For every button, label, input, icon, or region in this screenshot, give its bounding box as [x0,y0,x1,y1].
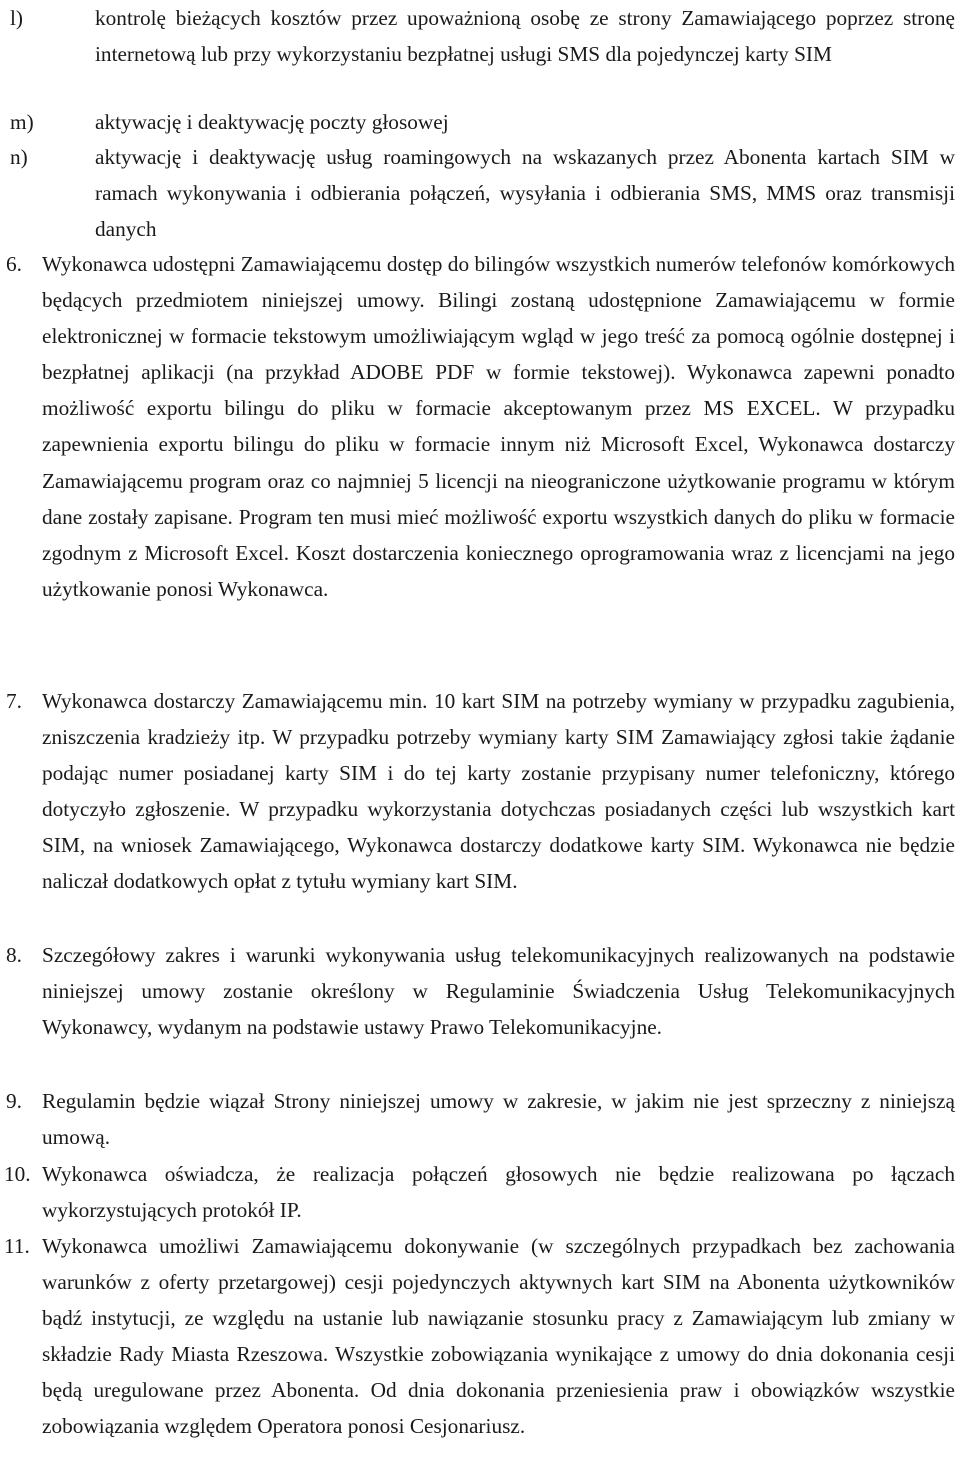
list-item-text: kontrolę bieżących kosztów przez upoważnioną osobę ze strony Zamawiającego poprzez stronę internetową lub przy wykorzystaniu bezpłatnej usługi SMS dla pojedynczej karty SIM [95,6,955,67]
list-item-text: Wykonawca umożliwi Zamawiającemu dokonywanie (w szczególnych przypadkach bez zachowania warunków z oferty przetargowej) cesji pojedynczych aktywnych kart SIM na Abonenta użytkowników bądź instytucji, ze względu na ustanie lub nawiązanie stosunku pracy z Zamawiającym lub zmiany w składzie Rady Miasta Rzeszowa. Wszystkie zobowiązania wynikające z umowy do dnia dokonania cesji będą uregulowane przez Abonenta. Od dnia dokonania przeniesienia praw i obowiązków wszystkie zobowiązania względem Operatora ponosi Cesjonariusz. [42,1234,955,1439]
list-marker: m) [10,110,34,134]
list-item-text: aktywację i deaktywację usług roamingowych na wskazanych przez Abonenta kartach SIM w ramach wykonywania i odbierania połączeń, wysyłania i odbierania SMS, MMS oraz transmisji danych [95,145,955,242]
list-marker: n) [10,145,28,169]
list-item-text: Wykonawca dostarczy Zamawiającemu min. 10 kart SIM na potrzeby wymiany w przypadku zagubienia, zniszczenia kradzieży itp. W przypadku potrzeby wymiany karty SIM Zamawiający zgłosi takie żądanie podając numer posiadanej karty SIM i do tej karty zostanie przypisany numer telefoniczny, którego dotyczyło zgłoszenie. W przypadku wykorzystania dotychczas posiadanych części lub wszystkich kart SIM, na wniosek Zamawiającego, Wykonawca dostarczy dodatkowe karty SIM. Wykonawca nie będzie naliczał dodatkowych opłat z tytułu wymiany kart SIM. [42,689,955,894]
list-marker: 7. [6,689,22,713]
list-item-text: Szczegółowy zakres i warunki wykonywania usług telekomunikacyjnych realizowanych na podstawie niniejszej umowy zostanie określony w Regulaminie Świadczenia Usług Telekomunikacyjnych Wykonawcy, wydanym na podstawie ustawy Prawo Telekomunikacyjne. [42,943,955,1040]
list-marker: 9. [6,1089,22,1113]
list-marker: 11. [4,1234,30,1258]
list-marker: l) [10,6,24,30]
list-marker: 8. [6,943,22,967]
list-marker: 10. [4,1162,31,1186]
list-item-text: Wykonawca udostępni Zamawiającemu dostęp do bilingów wszystkich numerów telefonów komórkowych będących przedmiotem niniejszej umowy. Bilingi zostaną udostępnione Zamawiającemu w formie elektronicznej w formacie tekstowym umożliwiającym wgląd w jego treść za pomocą ogólnie dostępnej i bezpłatnej aplikacji (na przykład ADOBE PDF w formie tekstowej). Wykonawca zapewni ponadto możliwość exportu bilingu do pliku w formacie akceptowanym przez MS EXCEL. W przypadku zapewnienia exportu bilingu do pliku w formacie innym niż Microsoft Excel, Wykonawca dostarczy Zamawiającemu program oraz co najmniej 5 licencji na nieograniczone użytkowanie programu w którym dane zostały zapisane. Program ten musi mieć możliwość exportu wszystkich danych do pliku w formacie zgodnym z Microsoft Excel. Koszt dostarczenia koniecznego oprogramowania wraz z licencjami na jego użytkowanie ponosi Wykonawca. [42,252,955,601]
list-marker: 6. [6,252,22,276]
list-item-text: Regulamin będzie wiązał Strony niniejszej umowy w zakresie, w jakim nie jest sprzeczny z niniejszą umową. [42,1089,955,1150]
list-item-text: Wykonawca oświadcza, że realizacja połączeń głosowych nie będzie realizowana po łączach wykorzystujących protokół IP. [42,1162,955,1223]
list-item-text: aktywację i deaktywację poczty głosowej [95,110,449,134]
